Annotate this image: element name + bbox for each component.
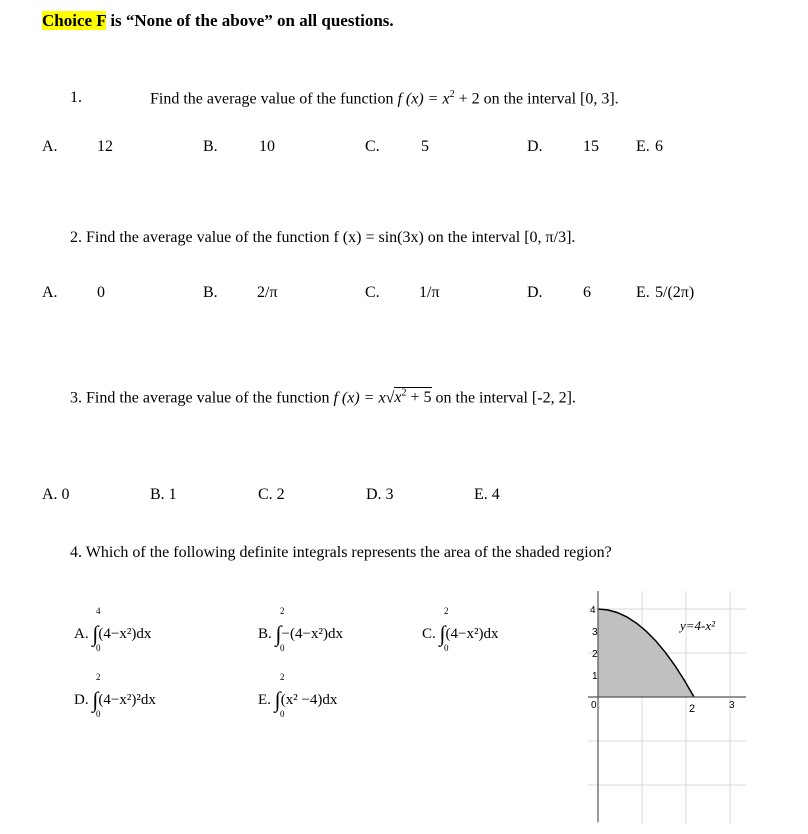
q1-func: f (x) = x (397, 90, 450, 108)
q4-option-b-integrand: −(4−x²)dx (281, 626, 343, 642)
q3-choice-b: B. 1 (150, 486, 177, 503)
q3-rad-exp: 2 (401, 388, 407, 399)
q4-option-d-integrand: (4−x²)²dx (98, 692, 156, 708)
q4-option-a-lower: 0 (96, 643, 101, 653)
q4-option-e-lower: 0 (280, 709, 285, 719)
q4-option-d-letter: D. (74, 692, 89, 708)
q3-rad-post: + 5 (406, 389, 432, 407)
q4-option-a-integrand: (4−x²)dx (98, 626, 152, 642)
equation-label: y=4-x² (680, 618, 716, 633)
y-tick-3: 3 (592, 627, 598, 638)
y-tick-2: 2 (592, 649, 598, 660)
q4-option-d-lower: 0 (96, 709, 101, 719)
q1-choice-d-letter: D. (527, 138, 543, 155)
q3-text (70, 389, 576, 406)
x-tick-0: 0 (591, 700, 597, 711)
q2-choice-e-letter: E. (636, 284, 650, 301)
q2-choice-b-value: 2/π (257, 284, 278, 301)
q3-radicand (394, 387, 431, 406)
q3-text-pre: 3. Find the average value of the function (70, 389, 334, 407)
q1-choice-b-value: 10 (259, 138, 275, 155)
x-tick-3: 3 (729, 700, 735, 711)
q4-option-c-lower: 0 (444, 643, 449, 653)
q3-rad-var: x (394, 389, 402, 407)
q1-choice-c-value: 5 (421, 138, 429, 155)
q1-choice-e-value: 6 (655, 138, 663, 155)
instructions-banner (42, 12, 394, 29)
q1-text (150, 90, 619, 107)
shaded-region-graph (588, 586, 748, 826)
banner-highlight: Choice F (42, 11, 107, 30)
q4-option-e-upper: 2 (280, 672, 285, 682)
q1-exp: 2 (449, 89, 455, 100)
q4-option-a-letter: A. (74, 626, 89, 642)
q1-text-pre: Find the average value of the function (150, 90, 398, 108)
q3-func: f (x) = x√ (333, 389, 395, 407)
q4-text: 4. Which of the following definite integrals represents the area of the shaded region? (70, 544, 612, 561)
q2-text: 2. Find the average value of the function f (x) = sin(3x) on the interval [0, π/3]. (70, 229, 576, 246)
q4-option-d-upper: 2 (96, 672, 101, 682)
q1-choice-d-value: 15 (583, 138, 599, 155)
q2-choice-e-value: 5/(2π) (655, 284, 695, 301)
integral-sign-icon: ∫ (274, 687, 281, 712)
q1-number: 1. (70, 89, 82, 106)
q3-choice-a: A. 0 (42, 486, 70, 503)
q4-option-c-integrand: (4−x²)dx (445, 626, 499, 642)
q4-option-c-letter: C. (422, 626, 436, 642)
q1-choice-c-letter: C. (365, 138, 380, 155)
integral-sign-icon: ∫ (92, 621, 99, 646)
q4-option-b-upper: 2 (280, 606, 285, 616)
q4-option-b-lower: 0 (280, 643, 285, 653)
q4-option-c (422, 606, 499, 653)
q1-text-post: + 2 on the interval [0, 3]. (454, 90, 619, 108)
q1-choice-a-value: 12 (97, 138, 113, 155)
q4-option-b-letter: B. (258, 626, 272, 642)
q3-text-post: on the interval [-2, 2]. (431, 389, 576, 407)
q1-choice-a-letter: A. (42, 138, 58, 155)
integral-sign-icon: ∫ (92, 687, 99, 712)
integral-sign-icon: ∫ (439, 621, 446, 646)
x-tick-2: 2 (689, 703, 696, 715)
q2-choice-a-value: 0 (97, 284, 105, 301)
q4-option-e-integrand: (x² −4)dx (280, 692, 338, 708)
q2-choice-c-value: 1/π (419, 284, 440, 301)
q1-choice-e-letter: E. (636, 138, 650, 155)
q2-choice-c-letter: C. (365, 284, 380, 301)
q4-option-e (258, 672, 338, 719)
q1-choice-b-letter: B. (203, 138, 218, 155)
y-tick-1: 1 (592, 671, 598, 682)
q4-option-a-upper: 4 (96, 606, 101, 616)
integral-sign-icon: ∫ (275, 621, 282, 646)
q3-choice-c: C. 2 (258, 486, 285, 503)
q4-option-a (74, 606, 152, 653)
q3-choice-d: D. 3 (366, 486, 394, 503)
q2-choice-a-letter: A. (42, 284, 58, 301)
q4-option-c-upper: 2 (444, 606, 449, 616)
banner-text: is “None of the above” on all questions. (106, 11, 394, 30)
q4-option-e-letter: E. (258, 692, 271, 708)
y-tick-4: 4 (590, 605, 596, 616)
q3-choice-e: E. 4 (474, 486, 500, 503)
q4-option-b (258, 606, 343, 653)
q2-choice-d-value: 6 (583, 284, 591, 301)
q4-option-d (74, 672, 156, 719)
q2-choice-d-letter: D. (527, 284, 543, 301)
q2-choice-b-letter: B. (203, 284, 218, 301)
